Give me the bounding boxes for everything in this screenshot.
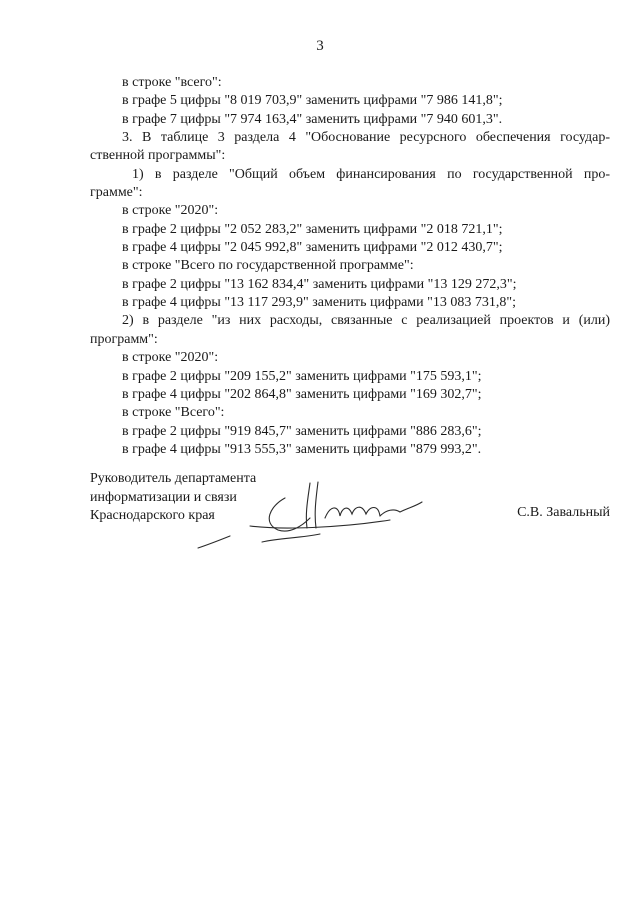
text-line: в строке "2020": — [122, 203, 219, 219]
text-line: в строке "всего": — [122, 75, 222, 90]
text-line: 2) в разделе "из них расходы, связанные с реализацией проектов и (или) — [122, 313, 610, 329]
text-line: в графе 4 цифры "13 117 293,9" заменить цифрами "13 083 731,8"; — [122, 295, 516, 311]
handwritten-signature — [190, 468, 440, 558]
signatory-position-line: информатизации и связи — [90, 489, 237, 505]
text-line: ственной программы": — [90, 148, 226, 164]
text-line: грамме": — [90, 185, 143, 201]
page-number: 3 — [316, 38, 324, 54]
text-line: в строке "Всего": — [122, 405, 225, 421]
text-line: 3. В таблице 3 раздела 4 "Обоснование ресурсного обеспечения государ- — [122, 130, 610, 146]
text-line: в графе 5 цифры "8 019 703,9" заменить цифрами "7 986 141,8"; — [122, 93, 503, 109]
signatory-name: С.В. Завальный — [517, 505, 610, 520]
text-line: в строке "Всего по государственной программе": — [122, 258, 414, 274]
text-line: в графе 4 цифры "202 864,8" заменить цифрами "169 302,7"; — [122, 386, 482, 402]
signatory-position-line: Краснодарского края — [90, 508, 215, 523]
document-body — [90, 74, 610, 459]
text-line: в строке "2020": — [122, 350, 219, 366]
text-line: в графе 4 цифры "913 555,3" заменить цифрами "879 993,2". — [122, 441, 482, 457]
text-line: в графе 2 цифры "209 155,2" заменить цифрами "175 593,1"; — [122, 368, 482, 384]
text-line: в графе 4 цифры "2 045 992,8" заменить цифрами "2 012 430,7"; — [122, 240, 503, 256]
signatory-position-line: Руководитель департамента — [90, 471, 257, 486]
text-line: в графе 2 цифры "13 162 834,4" заменить цифрами "13 129 272,3"; — [122, 276, 517, 292]
text-line: программ": — [90, 331, 158, 347]
text-line: в графе 2 цифры "2 052 283,2" заменить цифрами "2 018 721,1"; — [122, 221, 503, 237]
text-line: 1) в разделе "Общий объем финансирования по государственной про- — [132, 166, 610, 182]
text-line: в графе 7 цифры "7 974 163,4" заменить цифрами "7 940 601,3". — [122, 111, 503, 127]
text-line: в графе 2 цифры "919 845,7" заменить цифрами "886 283,6"; — [122, 423, 482, 439]
